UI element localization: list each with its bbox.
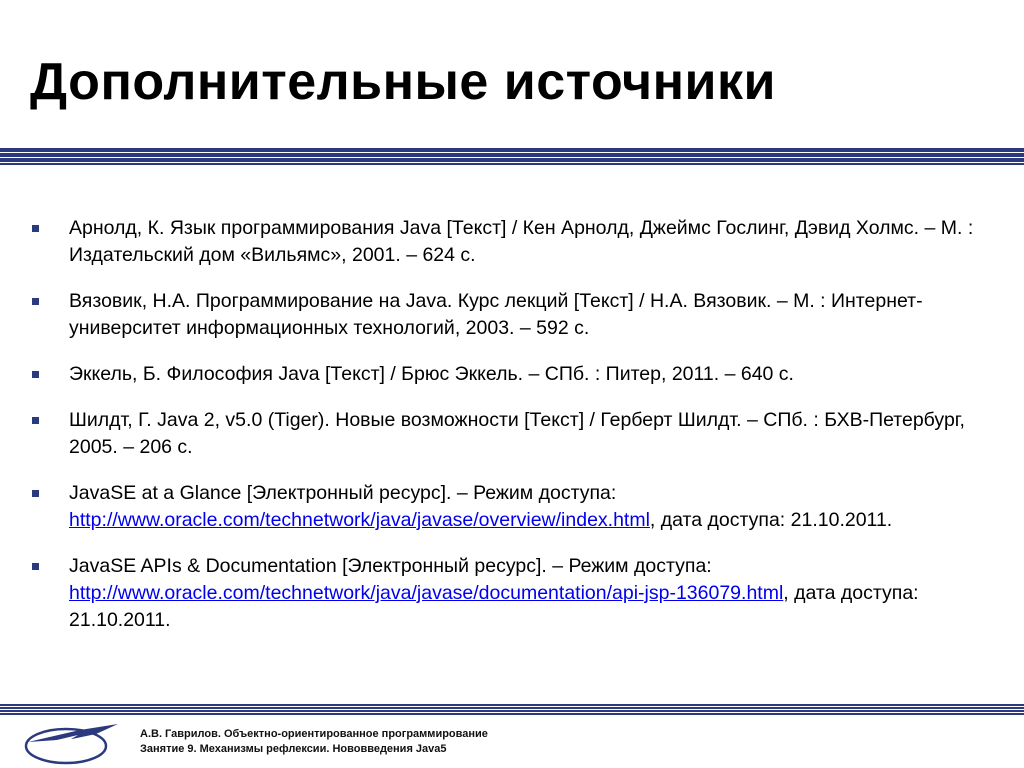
slide-title: Дополнительные источники (30, 53, 776, 111)
square-bullet-icon (32, 417, 39, 424)
square-bullet-icon (32, 225, 39, 232)
square-bullet-icon (32, 371, 39, 378)
reference-item (0, 553, 1024, 634)
reference-item (0, 407, 1024, 461)
reference-text: JavaSE APIs & Documentation [Электронный ресурс]. – Режим доступа: (69, 555, 712, 577)
square-bullet-icon (32, 298, 39, 305)
reference-text: , дата доступа: 21.10.2011. (649, 509, 893, 531)
reference-text: Вязовик, Н.А. Программирование на Java. Курс лекций [Текст] / Н.А. Вязовик. – М. : Интернет-университет информационных технологий, 2003. – 592 с. (69, 290, 923, 339)
footer-author-line: А.В. Гаврилов. Объектно-ориентированное программирование (140, 728, 488, 740)
square-bullet-icon (32, 563, 39, 570)
reference-item (0, 480, 1024, 534)
footer-divider (0, 704, 1024, 716)
reference-link[interactable]: http://www.oracle.com/technetwork/java/javase/overview/index.html (69, 509, 650, 531)
reference-item (0, 288, 1024, 342)
footer-lesson-line: Занятие 9. Механизмы рефлексии. Нововведения Java5 (140, 743, 447, 755)
university-logo-icon (18, 712, 130, 768)
reference-text: Эккель, Б. Философия Java [Текст] / Брюс Эккель. – СПб. : Питер, 2011. – 640 с. (69, 363, 794, 385)
reference-item (0, 215, 1024, 269)
square-bullet-icon (32, 490, 39, 497)
reference-text: , дата доступа: 21.10.2011. (69, 582, 919, 631)
reference-text: JavaSE at a Glance [Электронный ресурс]. – Режим доступа: (69, 482, 617, 504)
reference-text: Арнолд, К. Язык программирования Java [Текст] / Кен Арнолд, Джеймс Гослинг, Дэвид Холмс. – М. : Издательский дом «Вильямс», 2001. – 624 с. (69, 217, 974, 266)
reference-text: Шилдт, Г. Java 2, v5.0 (Tiger). Новые возможности [Текст] / Герберт Шилдт. – СПб. : БХВ-Петербург, 2005. – 206 с. (69, 409, 965, 458)
reference-list (0, 215, 1024, 653)
footer-text (140, 727, 488, 757)
reference-item (0, 361, 1024, 388)
title-divider (0, 148, 1024, 165)
reference-link[interactable]: http://www.oracle.com/technetwork/java/javase/documentation/api-jsp-136079.html (69, 582, 784, 604)
